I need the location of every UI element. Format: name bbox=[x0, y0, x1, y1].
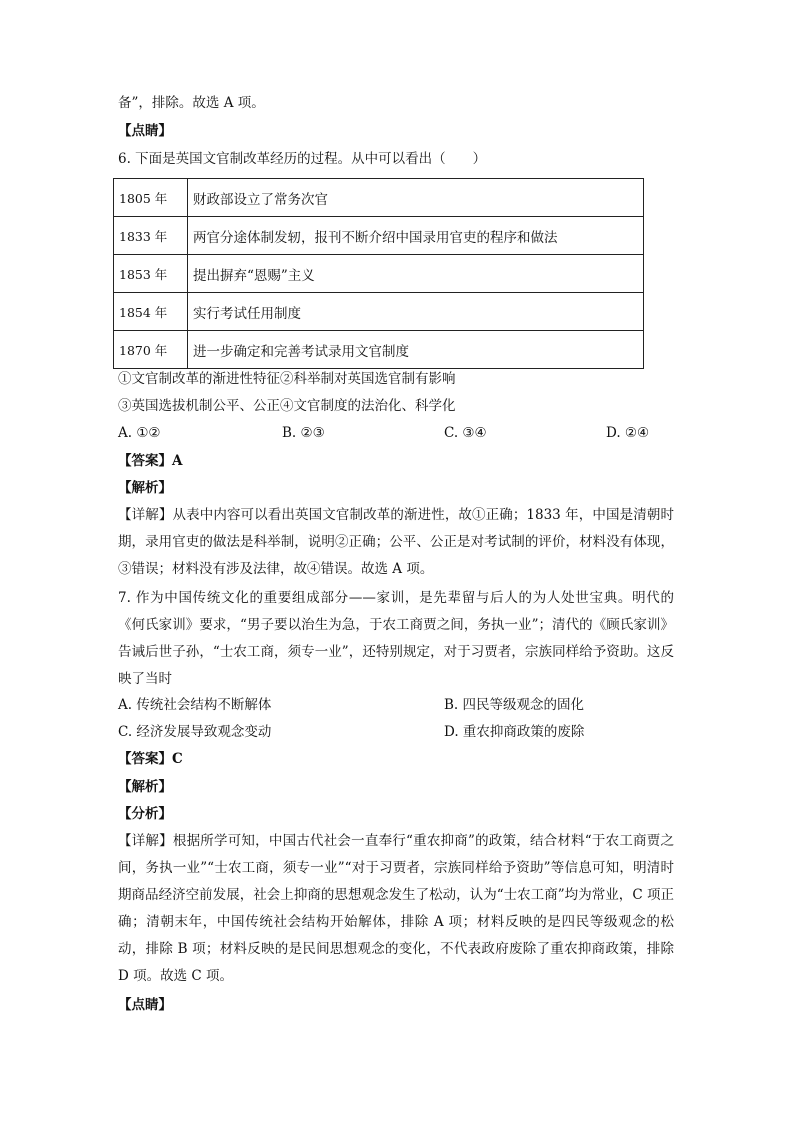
q6-answer: 【答案】A bbox=[118, 453, 183, 469]
year-cell: 1870 年 bbox=[114, 331, 188, 369]
option-b: B. 四民等级观念的固化 bbox=[444, 697, 585, 713]
option-b: B. ②③ bbox=[282, 425, 325, 441]
q6-statement-2: ③英国选拔机制公平、公正④文官制度的法治化、科学化 bbox=[118, 398, 456, 414]
question-6-stem: 6. 下面是英国文官制改革经历的过程。从中可以看出（ ） bbox=[118, 151, 487, 167]
q6-detail: 【详解】从表中内容可以看出英国文官制改革的渐进性，故①正确；1833 年，中国是清朝时期，录用官吏的做法是科举制，说明②正确；公平、公正是对考试制的评价，材料没有体现，③错误；材料没有涉及法律，故④错误。故选 A 项。 bbox=[118, 507, 674, 577]
q7-fenxi-heading: 【分析】 bbox=[118, 806, 172, 822]
q6-statement-1: ①文官制改革的渐进性特征②科举制对英国选官制有影响 bbox=[118, 371, 456, 387]
q6-options bbox=[118, 423, 678, 443]
option-a: A. ①② bbox=[118, 425, 161, 441]
year-cell: 1833 年 bbox=[114, 217, 188, 255]
table-row bbox=[114, 217, 644, 255]
event-cell: 两官分途体制发轫，报刊不断介绍中国录用官吏的程序和做法 bbox=[188, 217, 644, 255]
table-row bbox=[114, 255, 644, 293]
event-cell: 提出摒弃“恩赐”主义 bbox=[188, 255, 644, 293]
option-a: A. 传统社会结构不断解体 bbox=[118, 697, 272, 713]
reform-timeline-table bbox=[113, 178, 644, 369]
q7-answer: 【答案】C bbox=[118, 751, 183, 767]
option-c: C. 经济发展导致观念变动 bbox=[118, 724, 272, 740]
year-cell: 1853 年 bbox=[114, 255, 188, 293]
question-7-stem: 7. 作为中国传统文化的重要组成部分——家训，是先辈留与后人的为人处世宝典。明代的《何氏家训》要求，“男子要以治生为急，于农工商贾之间，务执一业”；清代的《顾氏家训》告诫后世子孙，“士农工商，须专一业”，还特别规定，对于习贾者，宗族同样给予资助。这反映了当时 bbox=[118, 590, 674, 687]
q7-options-row-2 bbox=[118, 722, 678, 742]
q7-detail: 【详解】根据所学可知，中国古代社会一直奉行“重农抑商”的政策，结合材料“于农工商贾之间，务执一业”“士农工商，须专一业”“对于习贾者，宗族同样给予资助”等信息可知，明清时期商品经济空前发展，社会上抑商的思想观念发生了松动，认为“士农工商”均为常业，C 项正确；清朝末年，中国传统社会结构开始解体，排除 A 项；材料反映的是四民等级观念的松动，排除 B 项；材料反映的是民间思想观念的变化，不代表政府废除了重农抑商政策，排除 D 项。故选 C 项。 bbox=[118, 833, 674, 984]
table-row bbox=[114, 331, 644, 369]
dianjing-heading-2: 【点睛】 bbox=[118, 997, 172, 1013]
option-d: D. 重农抑商政策的废除 bbox=[444, 724, 585, 740]
option-d: D. ②④ bbox=[606, 425, 650, 441]
q7-options-row-1 bbox=[118, 695, 678, 715]
event-cell: 实行考试任用制度 bbox=[188, 293, 644, 331]
dianjing-heading: 【点睛】 bbox=[118, 123, 172, 139]
q6-analysis-heading: 【解析】 bbox=[118, 480, 172, 496]
year-cell: 1805 年 bbox=[114, 179, 188, 217]
year-cell: 1854 年 bbox=[114, 293, 188, 331]
event-cell: 进一步确定和完善考试录用文官制度 bbox=[188, 331, 644, 369]
q7-analysis-heading: 【解析】 bbox=[118, 779, 172, 795]
event-cell: 财政部设立了常务次官 bbox=[188, 179, 644, 217]
previous-answer-tail: 备”，排除。故选 A 项。 bbox=[118, 95, 265, 111]
option-c: C. ③④ bbox=[444, 425, 487, 441]
table-row bbox=[114, 293, 644, 331]
table-row bbox=[114, 179, 644, 217]
